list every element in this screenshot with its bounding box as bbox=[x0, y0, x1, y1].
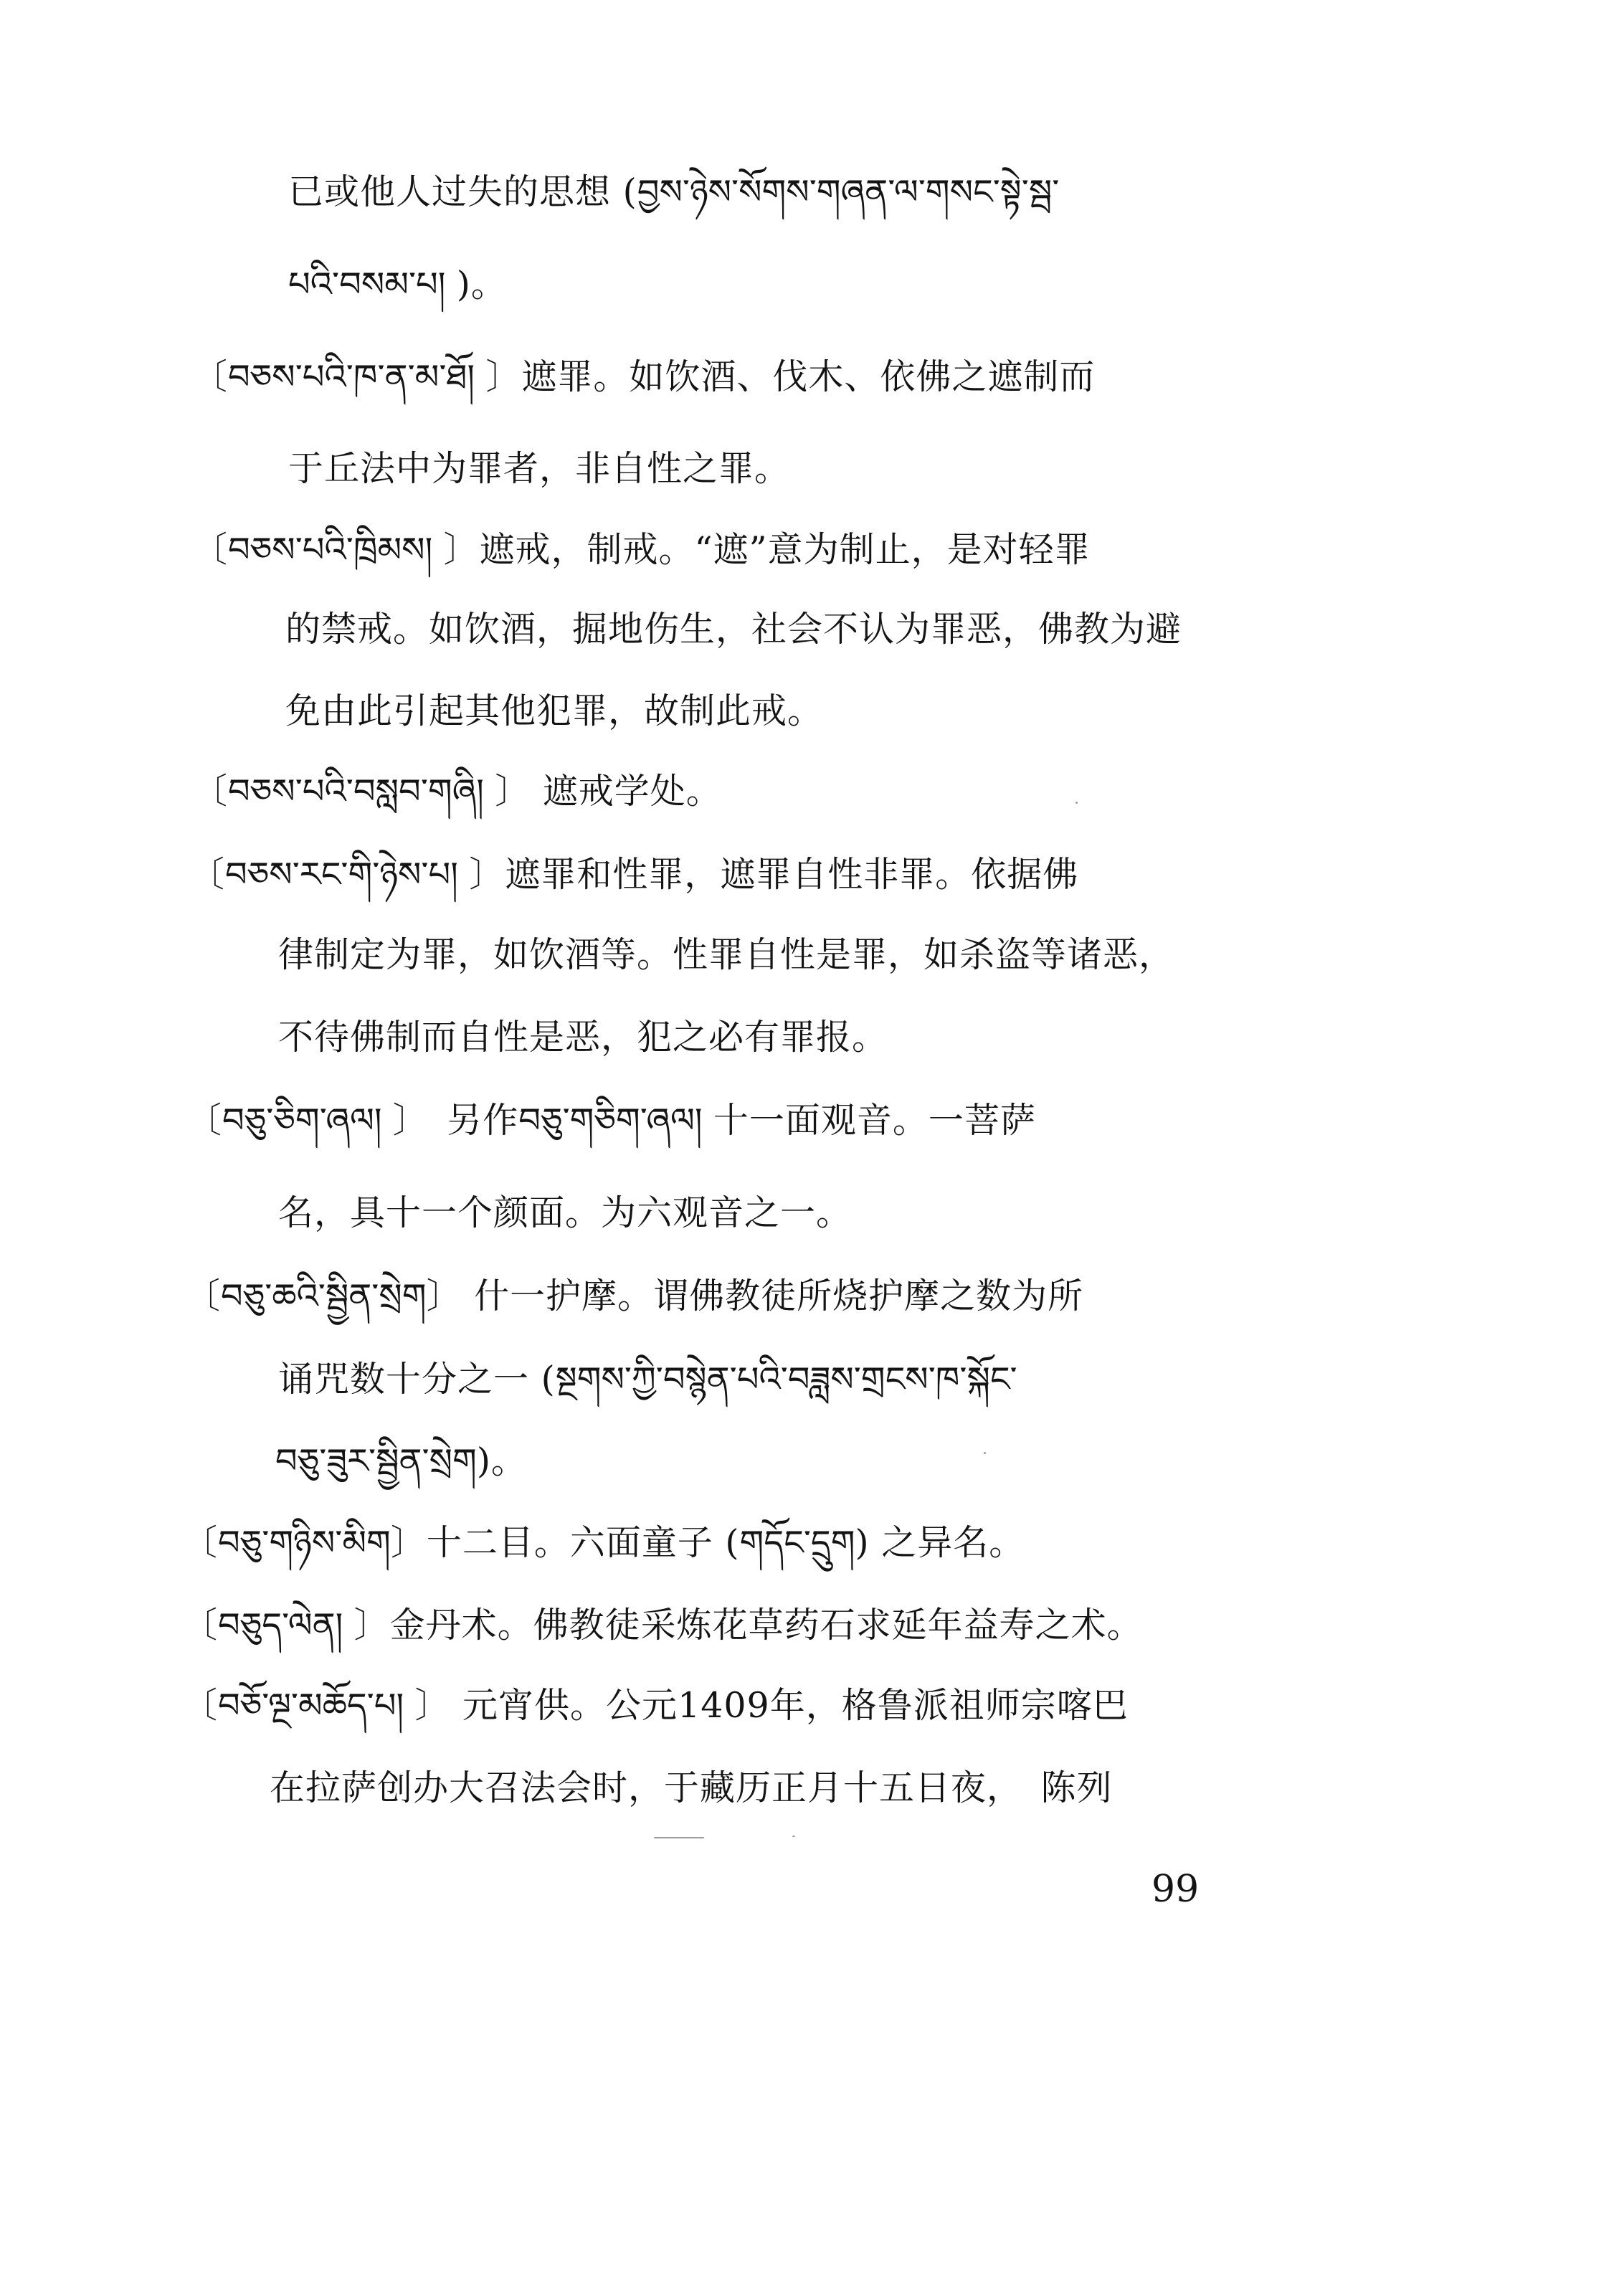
chinese-definition: 〕 元宵供。公元1409年，格鲁派祖师宗喀巴 bbox=[414, 1685, 1129, 1726]
chinese-text: 的禁戒。如饮酒，掘地伤生，社会不认为罪恶，佛教为避 bbox=[285, 609, 1182, 650]
tibetan-variant: གདོང་དྲུག bbox=[739, 1523, 855, 1563]
chinese-text: 诵咒数十分之一 ( bbox=[278, 1359, 556, 1400]
chinese-definition: 〕十二目。六面童子 ( bbox=[390, 1522, 740, 1563]
bracket-open: 〔 bbox=[182, 1605, 219, 1646]
entry-headword-line bbox=[192, 354, 1095, 400]
tibetan-text: བྱས་ཉེས་སོགས་གཞན་ལ་གསང་སྟེ་སྦ་ bbox=[637, 172, 1060, 212]
entry-headword-line bbox=[192, 527, 1091, 573]
text-line-6 bbox=[285, 607, 1182, 652]
tibetan-headword: བཅུ་ཆའི་སྦྱིན་སྲེག bbox=[221, 1276, 427, 1316]
entry-headword-line bbox=[192, 769, 722, 815]
tibetan-variant: བཅུ་གཅིག་ཞལ། bbox=[518, 1101, 713, 1141]
entry-headword-line bbox=[186, 1098, 1036, 1144]
scan-speck bbox=[654, 1837, 704, 1838]
chinese-definition: 〕 遮戒学处。 bbox=[495, 771, 722, 812]
chinese-text: 律制定为罪，如饮酒等。性罪自性是罪，如杀盗等诸恶， bbox=[278, 934, 1175, 975]
text-line-20 bbox=[270, 1765, 1113, 1811]
chinese-text: 在拉萨创办大召法会时，于藏历正月十五日夜， 陈列 bbox=[270, 1767, 1113, 1808]
tibetan-text: སྔགས་ཀྱི་བསྙེན་པའི་བཟླས་གྲངས་ཁ་སྐོང་ bbox=[555, 1359, 1017, 1400]
tibetan-headword: བཅུད་ལེན། bbox=[218, 1605, 354, 1646]
bracket-open: 〔 bbox=[182, 1685, 219, 1726]
tibetan-headword: བཅུ་ཅིག་ཞལ། bbox=[222, 1101, 393, 1141]
text-line-16 bbox=[275, 1438, 527, 1484]
bracket-open: 〔 bbox=[189, 854, 226, 895]
tibetan-headword: བཅས་རང་གི་ཉེས་པ། bbox=[225, 855, 470, 895]
text-line-13 bbox=[278, 1190, 852, 1236]
chinese-definition: 〕遮罪和性罪，遮罪自性非罪。依据佛 bbox=[469, 854, 1079, 895]
page-number: 99 bbox=[1151, 1868, 1200, 1911]
text-line-7 bbox=[285, 688, 823, 734]
text-line-2 bbox=[288, 262, 507, 308]
text-line-11 bbox=[278, 1015, 888, 1060]
tibetan-headword: བཅོ་ལྔ་མཆོད་པ། bbox=[218, 1686, 415, 1726]
bracket-open: 〔 bbox=[192, 356, 229, 397]
chinese-text: 已或他人过失的思想 ( bbox=[288, 171, 637, 212]
chinese-definition: ) 之异名。 bbox=[855, 1522, 1025, 1563]
entry-headword-line bbox=[182, 1603, 1143, 1648]
tibetan-text: པའི་བསམ་པ། bbox=[288, 265, 457, 305]
bracket-open: 〔 bbox=[182, 1522, 219, 1563]
entry-headword-line bbox=[185, 1273, 1083, 1319]
chinese-definition: 〕 什一护摩。谓佛教徒所烧护摩之数为所 bbox=[426, 1276, 1084, 1316]
chinese-definition: 〕遮戒，制戒。“遮”意为制止，是对轻罪 bbox=[443, 529, 1091, 570]
chinese-text: 免由此引起其他犯罪，故制此戒。 bbox=[285, 690, 824, 731]
tibetan-headword: བཅུ་གཉིས་མིག bbox=[218, 1523, 391, 1563]
entry-headword-line bbox=[182, 1520, 1025, 1566]
chinese-definition: 十一面观音。一菩萨 bbox=[713, 1100, 1036, 1141]
tibetan-headword: བཅས་པའི་ཁ་ན་མ་ཐོ། bbox=[228, 357, 486, 397]
entry-headword-line bbox=[189, 852, 1078, 898]
tibetan-headword: བཅས་པའི་ཁྲིམས། bbox=[228, 530, 444, 570]
chinese-definition: 〕遮罪。如饮酒、伐木、依佛之遮制而 bbox=[485, 356, 1096, 397]
chinese-text: 名，具十一个颜面。为六观音之一。 bbox=[278, 1192, 853, 1233]
chinese-text: 于丘法中为罪者，非自性之罪。 bbox=[288, 448, 791, 489]
chinese-definition: 〕金丹术。佛教徒采炼花草药石求延年益寿之术。 bbox=[353, 1605, 1143, 1646]
bracket-open: 〔 bbox=[192, 771, 229, 812]
bracket-open: 〔 bbox=[185, 1276, 222, 1316]
chinese-text: )。 bbox=[456, 264, 507, 305]
scan-speck bbox=[792, 1836, 795, 1837]
chinese-text: )。 bbox=[476, 1440, 527, 1481]
text-line-1 bbox=[288, 169, 1059, 215]
chinese-text: 不待佛制而自性是恶，犯之必有罪报。 bbox=[278, 1017, 888, 1058]
text-line-10 bbox=[278, 932, 1174, 978]
tibetan-text: བཅུ་ཟུར་སྦྱིན་སྲེག bbox=[275, 1441, 477, 1481]
bracket-open: 〔 bbox=[186, 1100, 223, 1141]
text-line-15 bbox=[278, 1357, 1017, 1402]
text-line-4 bbox=[288, 446, 790, 492]
scan-speck bbox=[1075, 802, 1078, 804]
bracket-open: 〔 bbox=[192, 529, 229, 570]
scan-speck bbox=[984, 1452, 986, 1454]
tibetan-headword: བཅས་པའི་བསླབ་གཞི། bbox=[228, 772, 495, 812]
entry-headword-line bbox=[182, 1683, 1129, 1729]
chinese-definition: 〕 另作 bbox=[392, 1100, 519, 1141]
